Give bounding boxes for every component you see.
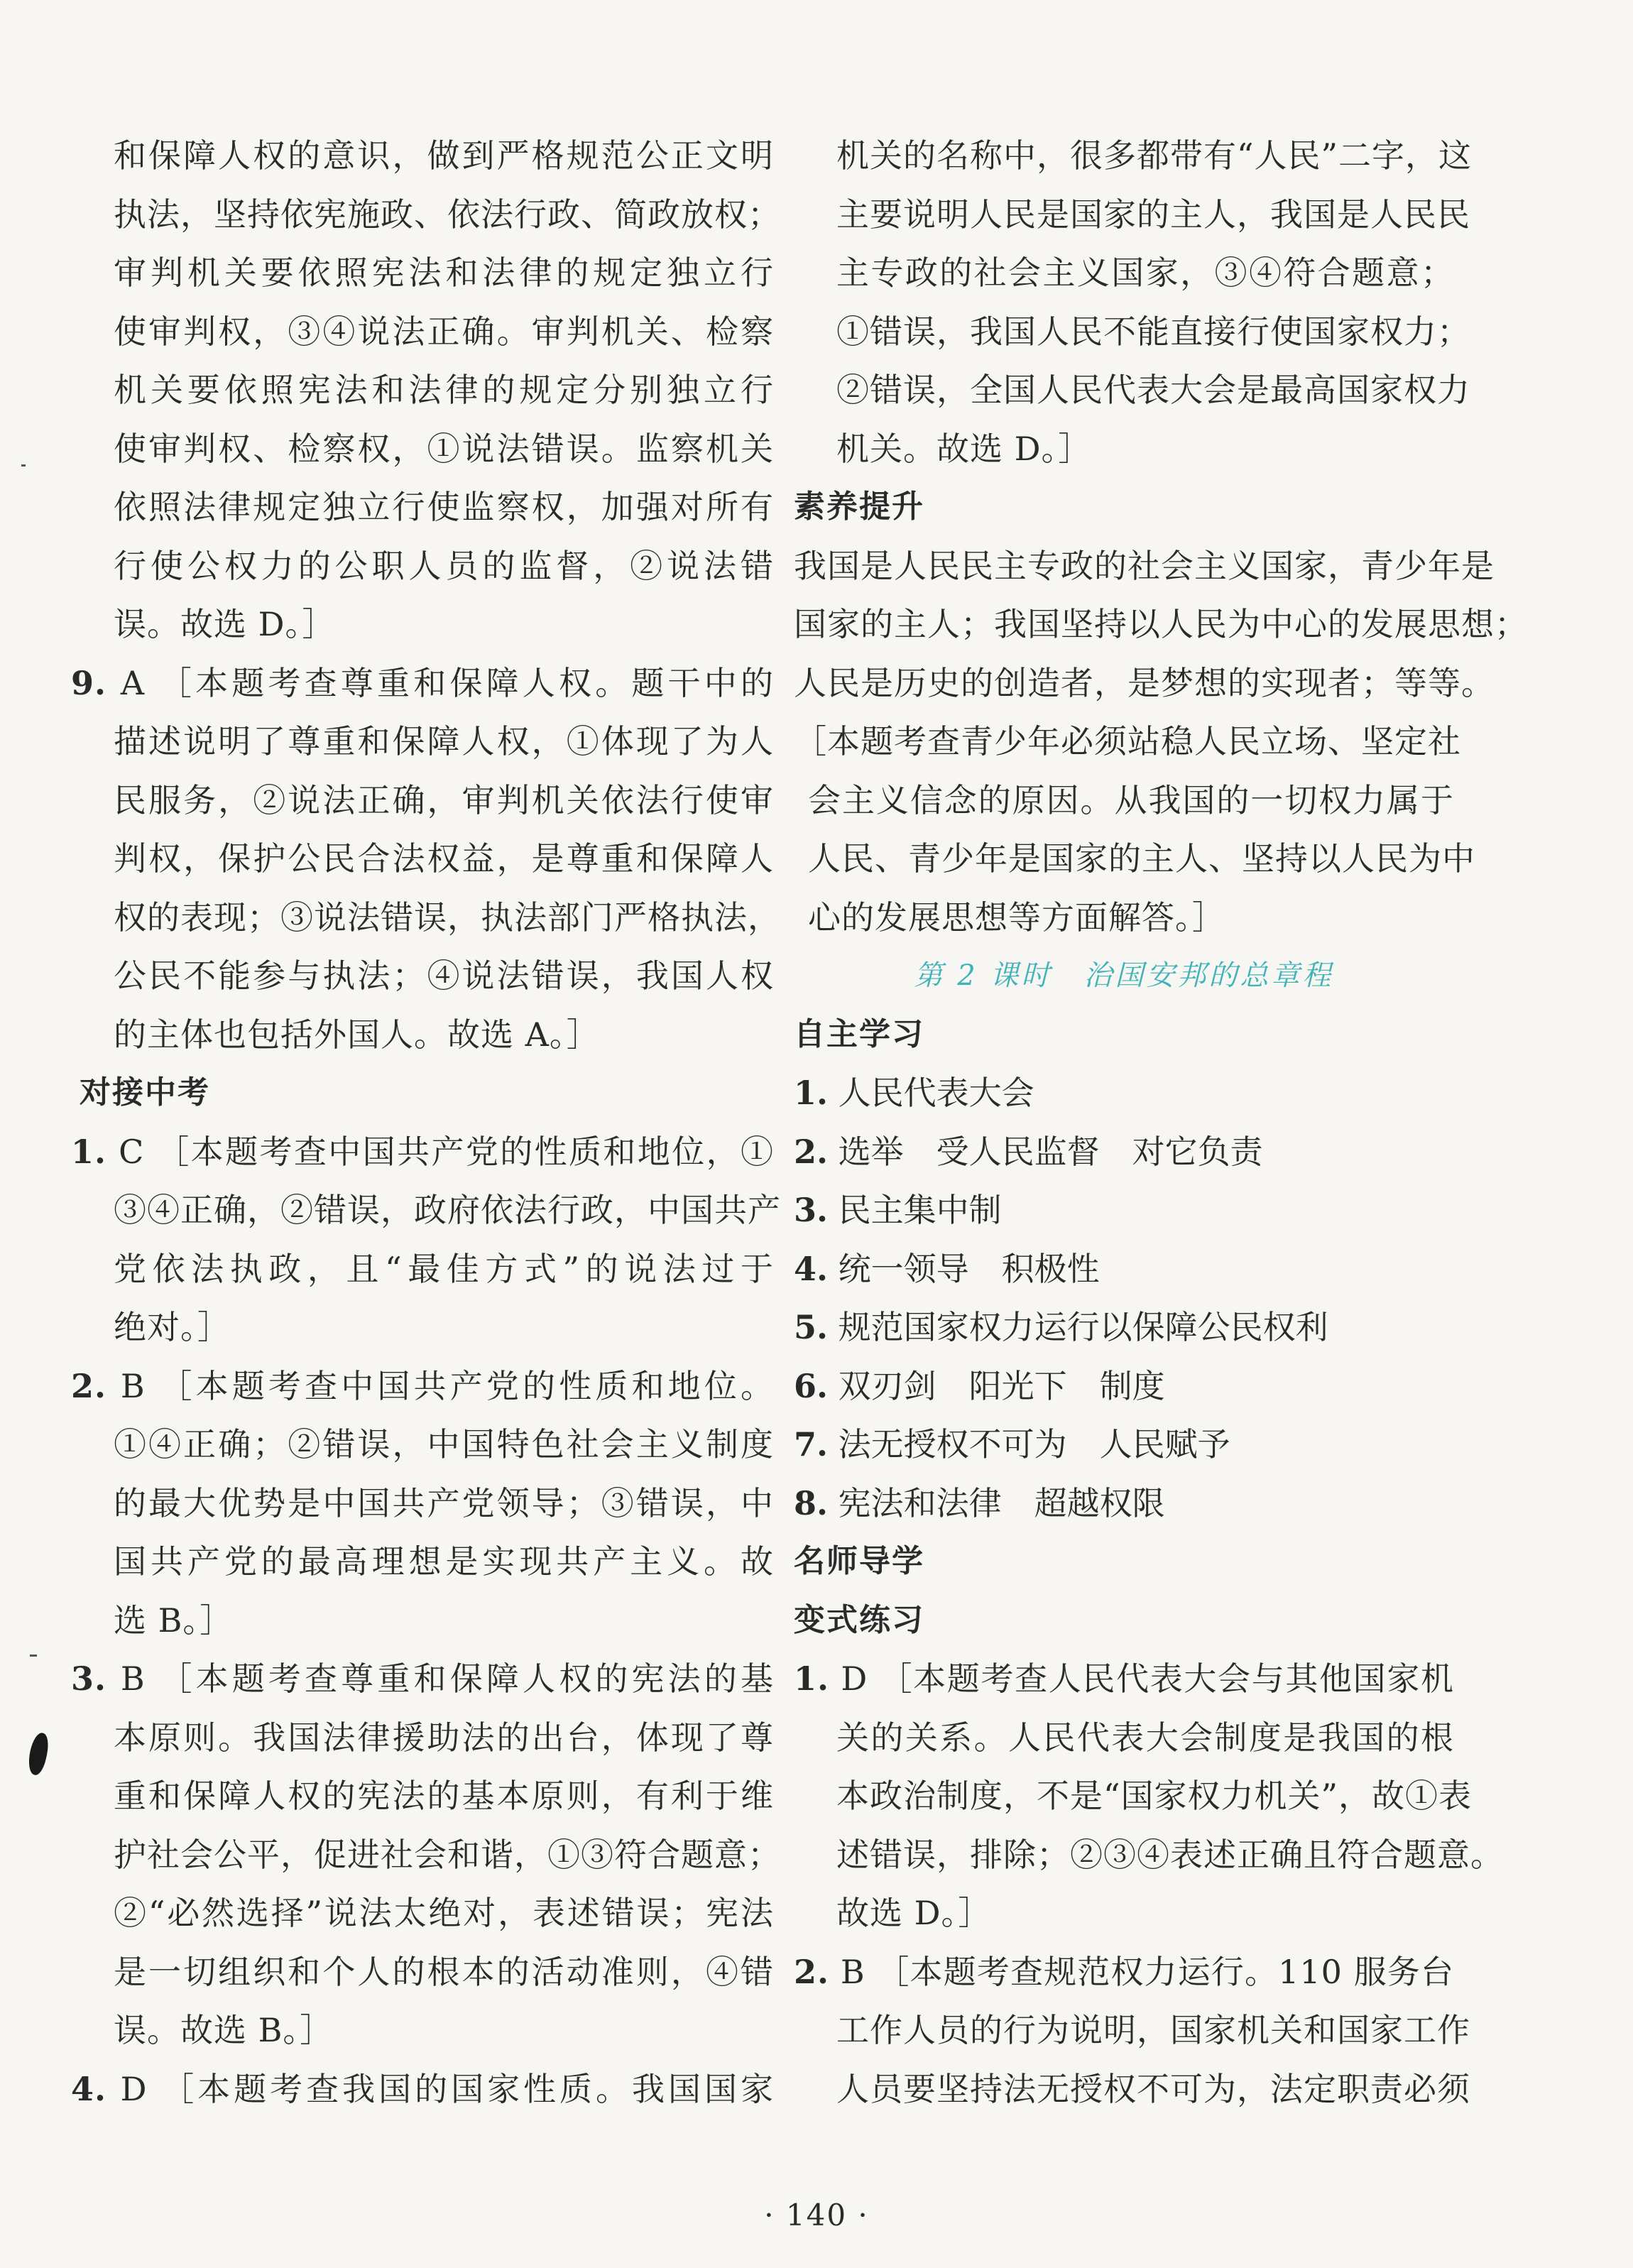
text-line: 的主体也包括外国人。故选 A。］ <box>114 1015 600 1054</box>
bianshi-item-2 <box>794 1943 1470 2119</box>
section-heading-suyang: 素养提升 <box>794 489 924 525</box>
section-heading-mingshi: 名师导学 <box>794 1543 924 1579</box>
text-line: 误。故选 B。］ <box>114 2011 334 2049</box>
ink-blot-mark <box>26 1731 51 1777</box>
text-line: 人民是历史的创造者，是梦想的实现者；等等。 <box>794 663 1495 702</box>
text-line: 机关的名称中，很多都带有“人民”二字，这 <box>836 136 1473 175</box>
item-number: 1. <box>794 1659 830 1698</box>
page-number: · 140 · <box>764 2198 869 2232</box>
text-line: 绝对。］ <box>114 1308 231 1346</box>
list-item <box>794 1240 1454 1299</box>
scan-speck <box>30 1654 37 1657</box>
list-item <box>794 1415 1454 1474</box>
suyang-note <box>794 712 1475 947</box>
item-number: 7. <box>794 1425 829 1463</box>
suyang-answer <box>794 537 1528 713</box>
item-text: 规范国家权力运行以保障公民权利 <box>838 1308 1328 1346</box>
text-line: ②错误，全国人民代表大会是最高国家权力 <box>836 371 1470 409</box>
item-number: 1. <box>794 1074 829 1112</box>
text-line: 会主义信念的原因。从我国的一切权力属于 <box>808 780 1454 819</box>
item-number: 4. <box>71 2069 107 2108</box>
text-line: ①④正确；②错误，中国特色社会主义制度 <box>114 1425 774 1463</box>
text-line: 使审判权、检察权，①说法错误。监察机关 <box>114 429 774 468</box>
section-heading-bianshi: 变式练习 <box>794 1601 924 1638</box>
list-item <box>794 1298 1454 1357</box>
text-line: 主专政的社会主义国家，③④符合题意； <box>836 253 1454 292</box>
text-line: 本原则。我国法律援助法的出台，体现了尊 <box>114 1718 774 1757</box>
text-line: 工作人员的行为说明，国家机关和国家工作 <box>836 2011 1470 2049</box>
item-first-line: C ［本题考查中国共产党的性质和地位，① <box>119 1132 775 1171</box>
text-line: 和保障人权的意识，做到严格规范公正文明 <box>114 136 774 175</box>
text-line: 国共产党的最高理想是实现共产主义。故 <box>114 1542 774 1581</box>
text-line: 使审判权，③④说法正确。审判机关、检察 <box>114 312 774 351</box>
text-line: 护社会公平，促进社会和谐，①③符合题意； <box>114 1835 781 1874</box>
item-number: 9. <box>71 663 107 702</box>
item-number: 5. <box>794 1308 829 1346</box>
right-column <box>794 126 1528 2118</box>
item-text: 宪法和法律 超越权限 <box>838 1483 1165 1522</box>
item-number: 1. <box>71 1132 107 1171</box>
item-first-line: D ［本题考查我国的国家性质。我国国家 <box>120 2069 774 2108</box>
text-line: 误。故选 D。］ <box>114 605 336 643</box>
text-line: 心的发展思想等方面解答。］ <box>808 898 1225 937</box>
item-first-line: B ［本题考查规范权力运行。110 服务台 <box>840 1952 1454 1991</box>
item-text: 法无授权不可为 人民赋予 <box>838 1425 1230 1463</box>
lesson-title: 第 2 课时 治国安邦的总章程 <box>914 959 1334 992</box>
list-item <box>794 1181 1454 1240</box>
item-text: 统一领导 积极性 <box>838 1249 1100 1288</box>
zhongkao-item-2 <box>71 1357 774 1650</box>
text-line: 人民、青少年是国家的主人、坚持以人民为中 <box>808 839 1475 878</box>
right-continued-paragraph <box>794 126 1473 478</box>
text-line: 本政治制度，不是“国家权力机关”，故①表 <box>836 1777 1473 1815</box>
text-line: 主要说明人民是国家的主人，我国是人民民 <box>836 195 1470 234</box>
item-first-line: A ［本题考查尊重和保障人权。题干中的 <box>120 663 775 702</box>
item-number: 2. <box>794 1952 830 1991</box>
text-line: 权的表现；③说法错误，执法部门严格执法， <box>114 898 781 937</box>
item-first-line: D ［本题考查人民代表大会与其他国家机 <box>841 1659 1454 1698</box>
text-line: ［本题考查青少年必须站稳人民立场、坚定社 <box>794 722 1461 760</box>
item-text: 双刃剑 阳光下 制度 <box>838 1366 1165 1405</box>
list-item <box>794 1474 1454 1533</box>
item-number: 2. <box>71 1366 107 1405</box>
item-first-line: B ［本题考查尊重和保障人权的宪法的基 <box>120 1659 774 1698</box>
text-line: 是一切组织和个人的根本的活动准则，④错 <box>114 1952 774 1991</box>
item-number: 8. <box>794 1483 829 1522</box>
text-line: 执法，坚持依宪施政、依法行政、简政放权； <box>114 195 781 234</box>
text-line: 审判机关要依照宪法和法律的规定独立行 <box>114 253 774 292</box>
item-text: 选举 受人民监督 对它负责 <box>838 1132 1263 1171</box>
text-line: 国家的主人；我国坚持以人民为中心的发展思想； <box>794 605 1528 643</box>
list-item <box>794 1064 1454 1123</box>
left-column <box>71 126 781 2118</box>
text-line: ③④正确，②错误，政府依法行政，中国共产 <box>114 1191 781 1229</box>
text-line: 民服务，②说法正确，审判机关依法行使审 <box>114 780 774 819</box>
text-line: 公民不能参与执法；④说法错误，我国人权 <box>114 956 774 995</box>
zizhu-list <box>794 1064 1454 1532</box>
text-line: 故选 D。］ <box>836 1894 992 1932</box>
list-item <box>794 1357 1454 1416</box>
left-continued-paragraph <box>114 126 781 654</box>
text-line: 依照法律规定独立行使监察权，加强对所有 <box>114 488 774 526</box>
text-line: 描述说明了尊重和保障人权，①体现了为人 <box>114 722 774 760</box>
zhongkao-item-3 <box>71 1650 781 2060</box>
zhongkao-item-1 <box>71 1123 781 1357</box>
list-item <box>794 1123 1454 1182</box>
item-number: 3. <box>794 1191 829 1229</box>
bianshi-item-1 <box>794 1650 1504 1943</box>
item-text: 人民代表大会 <box>838 1074 1034 1112</box>
text-line: 人员要坚持法无授权不可为，法定职责必须 <box>836 2069 1470 2108</box>
text-line: 选 B。］ <box>114 1601 234 1640</box>
item-number: 3. <box>71 1659 107 1698</box>
text-line: 重和保障人权的宪法的基本原则，有利于维 <box>114 1777 774 1815</box>
text-line: 关的关系。人民代表大会制度是我国的根 <box>836 1718 1454 1757</box>
section-heading-zhongkao: 对接中考 <box>80 1074 210 1111</box>
answer-item-9 <box>71 654 781 1064</box>
text-line: 述错误，排除；②③④表述正确且符合题意。 <box>836 1835 1504 1874</box>
item-number: 4. <box>794 1249 829 1288</box>
text-line: ②“必然选择”说法太绝对，表述错误；宪法 <box>114 1894 774 1932</box>
text-line: 机关。故选 D。］ <box>836 429 1092 468</box>
text-line: ①错误，我国人民不能直接行使国家权力； <box>836 312 1470 351</box>
text-line: 的最大优势是中国共产党领导；③错误，中 <box>114 1483 774 1522</box>
text-line: 党依法执政，且“最佳方式”的说法过于 <box>114 1249 774 1288</box>
text-line: 我国是人民民主专政的社会主义国家，青少年是 <box>794 546 1495 585</box>
section-heading-zizhu: 自主学习 <box>794 1015 924 1052</box>
item-text: 民主集中制 <box>838 1191 1002 1229</box>
text-line: 机关要依照宪法和法律的规定分别独立行 <box>114 371 774 409</box>
text-line: 行使公权力的公职人员的监督，②说法错 <box>114 546 774 585</box>
text-line: 判权，保护公民合法权益，是尊重和保障人 <box>114 839 774 878</box>
item-first-line: B ［本题考查中国共产党的性质和地位。 <box>120 1366 774 1405</box>
scan-speck <box>21 464 26 467</box>
item-number: 2. <box>794 1132 829 1171</box>
zhongkao-item-4 <box>71 2060 774 2119</box>
item-number: 6. <box>794 1366 829 1405</box>
